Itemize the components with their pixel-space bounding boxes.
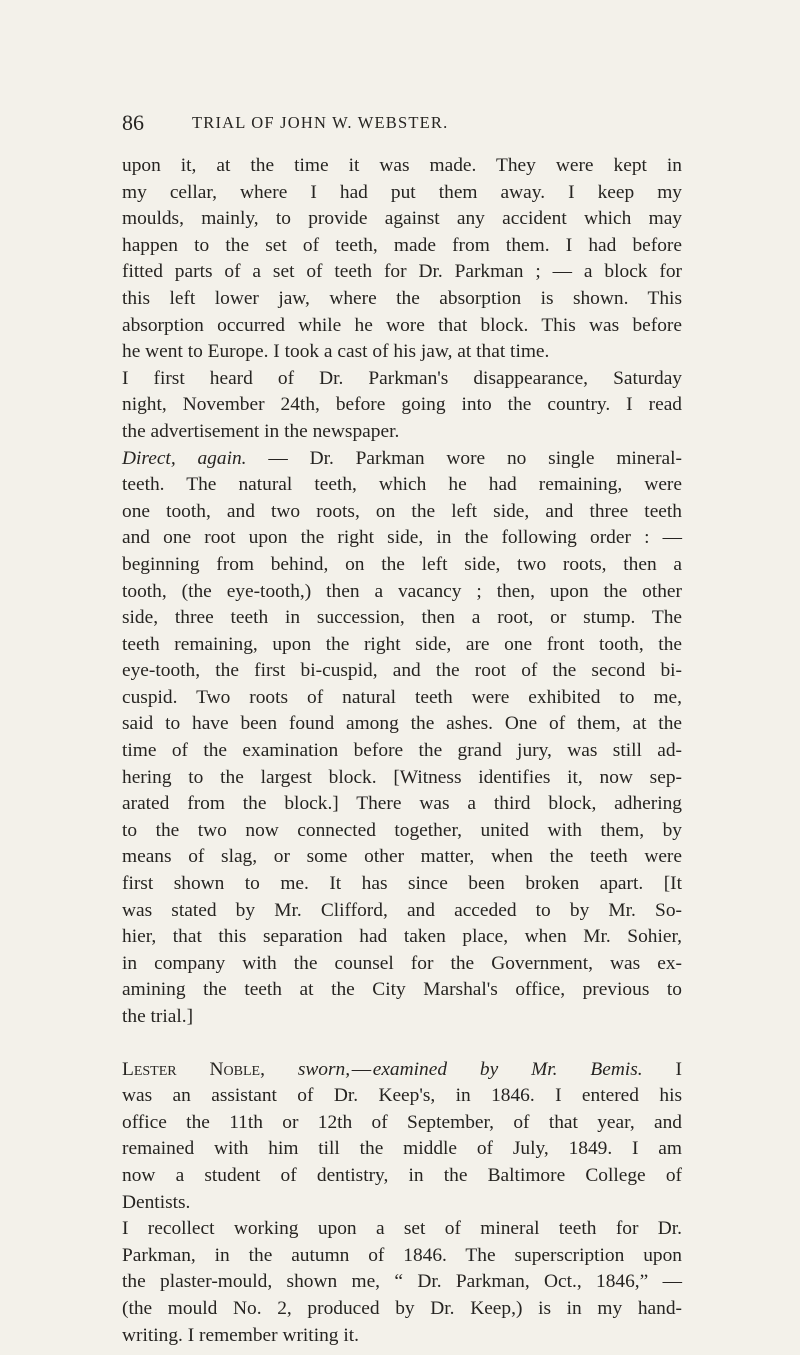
text-line: first shown to me. It has since been broken apart. [It bbox=[122, 873, 682, 895]
text-line: means of slag, or some other matter, when the teeth were bbox=[122, 846, 682, 868]
page-number: 86 bbox=[122, 110, 144, 135]
text-line: writing. I remember writing it. bbox=[122, 1324, 359, 1346]
text-line: this left lower jaw, where the absorption is shown. This bbox=[122, 287, 682, 309]
witness-first-word: I bbox=[675, 1058, 682, 1080]
page-header bbox=[122, 108, 682, 134]
text-line: and one root upon the right side, in the following order : — bbox=[122, 527, 682, 549]
running-head: TRIAL OF JOHN W. WEBSTER. bbox=[192, 113, 449, 132]
body-text bbox=[122, 153, 682, 1349]
text-line: amining the teeth at the City Marshal's office, previous to bbox=[122, 979, 682, 1001]
text-line: (the mould No. 2, produced by Dr. Keep,) is in my hand- bbox=[122, 1297, 682, 1319]
text-line: arated from the block.] There was a third block, adhering bbox=[122, 793, 682, 815]
text-line: now a student of dentistry, in the Baltimore College of bbox=[122, 1164, 682, 1186]
text-line: Parkman, in the autumn of 1846. The superscription upon bbox=[122, 1244, 682, 1266]
text-line: the advertisement in the newspaper. bbox=[122, 420, 400, 442]
text-line: teeth. The natural teeth, which he had remaining, were bbox=[122, 474, 682, 496]
text-line: remained with him till the middle of July, 1849. I am bbox=[122, 1138, 682, 1160]
text-line: absorption occurred while he wore that block. This was before bbox=[122, 314, 682, 336]
text-line: happen to the set of teeth, made from them. I had before bbox=[122, 234, 682, 256]
witness-heading-line bbox=[122, 1057, 682, 1084]
text-line: office the 11th or 12th of September, of that year, and bbox=[122, 1111, 682, 1133]
text-line: eye-tooth, the first bi-cuspid, and the root of the second bi- bbox=[122, 660, 682, 682]
text-line: hier, that this separation had taken place, when Mr. Sohier, bbox=[122, 926, 682, 948]
text-line: I recollect working upon a set of mineral teeth for Dr. bbox=[122, 1218, 682, 1240]
paragraph-gap bbox=[122, 1031, 682, 1057]
witness-name: Lester Noble, bbox=[122, 1058, 265, 1080]
text-line: hering to the largest block. [Witness identifies it, now sep- bbox=[122, 766, 682, 788]
text-line: the plaster-mould, shown me, “ Dr. Parkman, Oct., 1846,” — bbox=[122, 1271, 682, 1293]
em-dash: — bbox=[246, 447, 310, 469]
text-line: teeth remaining, upon the right side, are one front tooth, the bbox=[122, 633, 682, 655]
text-line: to the two now connected together, united with them, by bbox=[122, 819, 682, 841]
witness-examined: examined by Mr. Bemis. bbox=[372, 1058, 643, 1080]
text-line: night, November 24th, before going into the country. I read bbox=[122, 394, 682, 416]
text-line: upon it, at the time it was made. They were kept in bbox=[122, 155, 682, 176]
text-line: said to have been found among the ashes. One of them, at the bbox=[122, 713, 682, 735]
direct-line-text: Dr. Parkman wore no single mineral- bbox=[309, 447, 682, 469]
text-line: the trial.] bbox=[122, 1006, 194, 1027]
direct-again-label: Direct, again. bbox=[122, 447, 247, 469]
text-line: I first heard of Dr. Parkman's disappearance, Saturday bbox=[122, 367, 682, 389]
text-line: fitted parts of a set of teeth for Dr. Parkman ; — a block for bbox=[122, 261, 682, 283]
text-line: tooth, (the eye-tooth,) then a vacancy ; then, upon the other bbox=[122, 580, 682, 602]
text-line: in company with the counsel for the Government, was ex- bbox=[122, 952, 682, 974]
text-line: one tooth, and two roots, on the left side, and three teeth bbox=[122, 500, 682, 522]
text-line: my cellar, where I had put them away. I keep my bbox=[122, 181, 682, 203]
text-line: he went to Europe. I took a cast of his jaw, at that time. bbox=[122, 341, 550, 363]
em-dash: — bbox=[350, 1058, 373, 1080]
text-line: was stated by Mr. Clifford, and acceded to by Mr. So- bbox=[122, 899, 682, 921]
text-line: cuspid. Two roots of natural teeth were exhibited to me, bbox=[122, 686, 682, 708]
text-line: moulds, mainly, to provide against any accident which may bbox=[122, 208, 682, 230]
text-line: Dentists. bbox=[122, 1191, 191, 1213]
text-line: time of the examination before the grand jury, was still ad- bbox=[122, 740, 682, 762]
text-line: side, three teeth in succession, then a root, or stump. The bbox=[122, 607, 682, 629]
text-line: beginning from behind, on the left side, two roots, then a bbox=[122, 553, 682, 575]
direct-examination-line bbox=[122, 446, 682, 473]
text-line: was an assistant of Dr. Keep's, in 1846. I entered his bbox=[122, 1085, 682, 1107]
witness-sworn: sworn, bbox=[297, 1058, 351, 1080]
